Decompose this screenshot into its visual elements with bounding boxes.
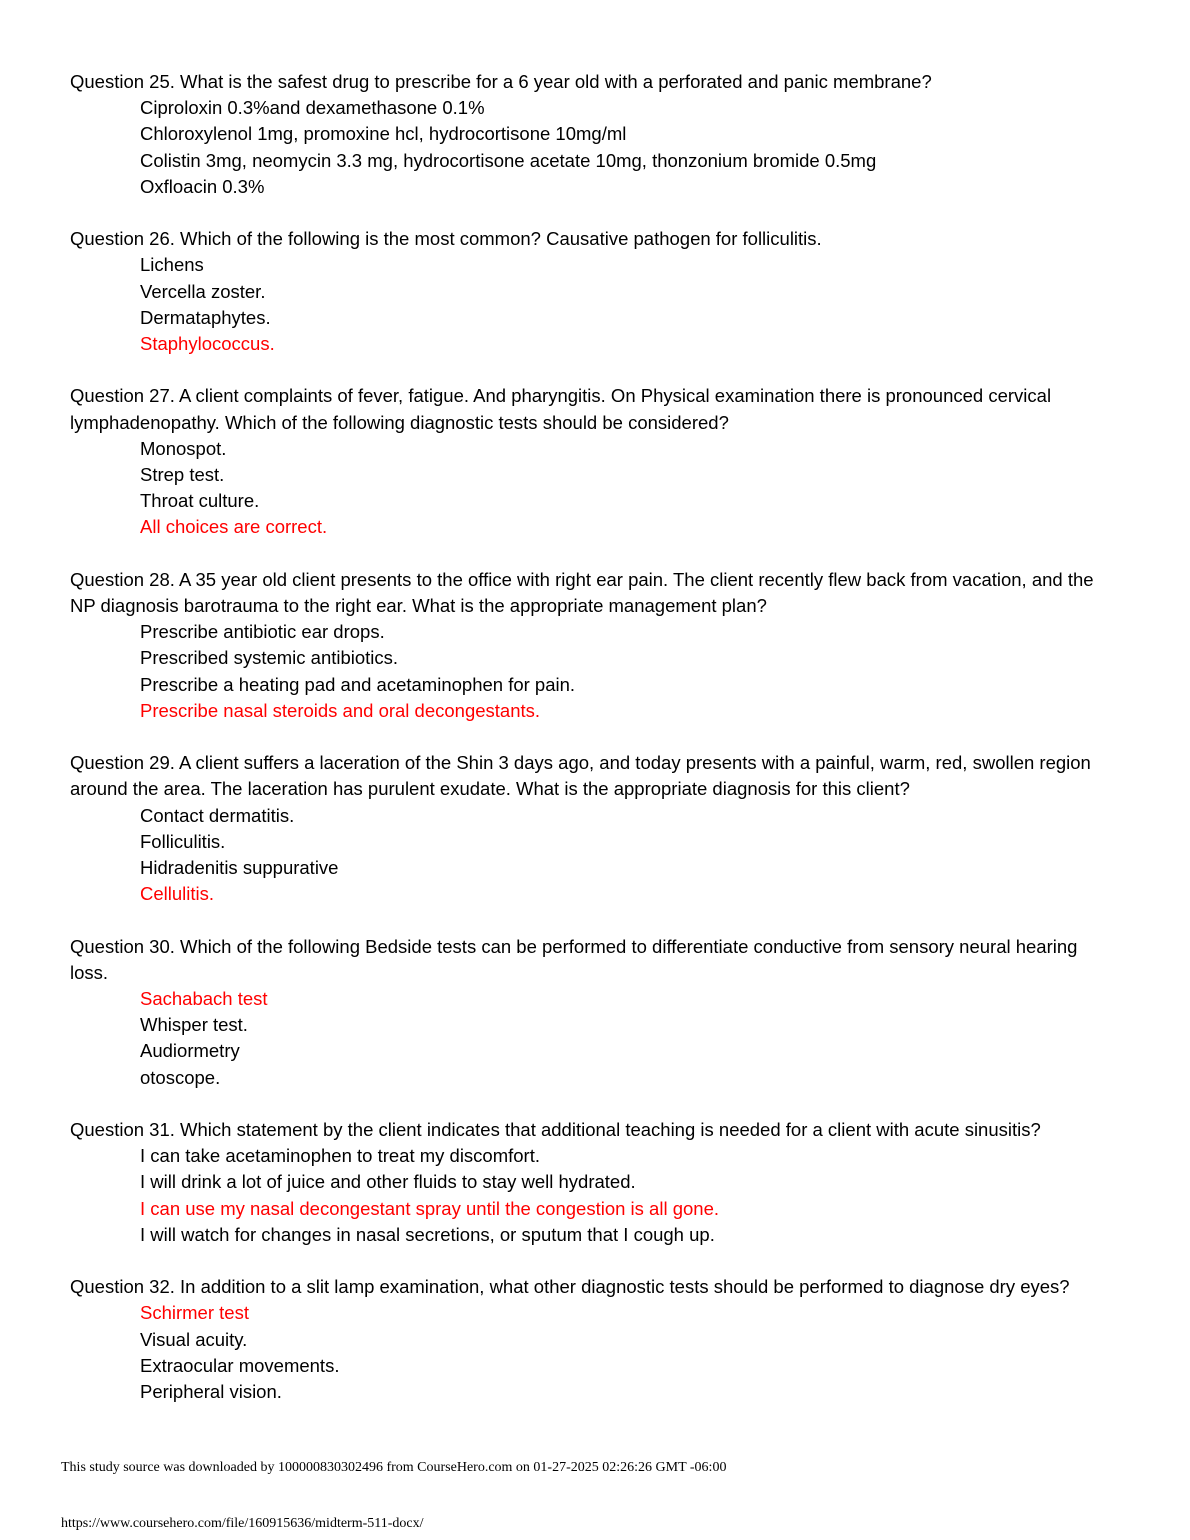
document-body bbox=[70, 69, 1115, 1431]
answer-option: I will drink a lot of juice and other fluids to stay well hydrated. bbox=[140, 1171, 636, 1193]
question-text: Question 31. Which statement by the client indicates that additional teaching is needed for a client with acute sinusitis? bbox=[70, 1119, 1041, 1141]
answer-option-correct: I can use my nasal decongestant spray until the congestion is all gone. bbox=[140, 1197, 719, 1219]
answer-option: Colistin 3mg, neomycin 3.3 mg, hydrocortisone acetate 10mg, thonzonium bromide 0.5mg bbox=[140, 149, 877, 171]
download-notice: This study source was downloaded by 100000830302496 from CourseHero.com on 01-27-2025 02:26:26 GMT -06:00 bbox=[61, 1460, 727, 1475]
question-block bbox=[70, 567, 1115, 724]
answer-option-correct: Staphylococcus. bbox=[140, 333, 275, 355]
question-block bbox=[70, 226, 1115, 357]
answer-option: Strep test. bbox=[140, 464, 225, 486]
answer-option: otoscope. bbox=[140, 1066, 221, 1088]
source-url[interactable]: https://www.coursehero.com/file/160915636/midterm-511-docx/ bbox=[61, 1516, 424, 1531]
question-block bbox=[70, 934, 1115, 1091]
answer-option: Audiormetry bbox=[140, 1040, 240, 1062]
answer-option-correct: Prescribe nasal steroids and oral decongestants. bbox=[140, 699, 541, 721]
answer-option: Peripheral vision. bbox=[140, 1381, 282, 1403]
answer-option: I can take acetaminophen to treat my discomfort. bbox=[140, 1145, 540, 1167]
question-text: Question 29. A client suffers a laceration of the Shin 3 days ago, and today presents with a painful, warm, red, swollen region around the area. The laceration has purulent exudate. What is the appropriate diagnosis for this client? bbox=[70, 752, 1091, 800]
answer-option: Oxfloacin 0.3% bbox=[140, 175, 265, 197]
question-block bbox=[70, 1117, 1115, 1248]
answer-option-correct: All choices are correct. bbox=[140, 516, 328, 538]
question-block bbox=[70, 1274, 1115, 1405]
answer-option-correct: Sachabach test bbox=[140, 988, 268, 1010]
question-text: Question 30. Which of the following Bedside tests can be performed to differentiate conductive from sensory neural hearing loss. bbox=[70, 935, 1078, 983]
question-block bbox=[70, 750, 1115, 907]
question-text: Question 28. A 35 year old client presents to the office with right ear pain. The client recently flew back from vacation, and the NP diagnosis barotrauma to the right ear. What is the appropriate management plan? bbox=[70, 568, 1094, 617]
answer-option: Chloroxylenol 1mg, promoxine hcl, hydrocortisone 10mg/ml bbox=[140, 123, 627, 145]
question-text: Question 27. A client complaints of fever, fatigue. And pharyngitis. On Physical examination there is pronounced cervical lymphadenopathy. Which of the following diagnostic tests should be considered? bbox=[70, 385, 1052, 433]
answer-option: Throat culture. bbox=[140, 490, 260, 512]
answer-option: Extraocular movements. bbox=[140, 1354, 340, 1376]
answer-option: Prescribe antibiotic ear drops. bbox=[140, 621, 385, 643]
answer-option: Visual acuity. bbox=[140, 1328, 248, 1350]
answer-option-correct: Schirmer test bbox=[140, 1302, 249, 1324]
question-block bbox=[70, 69, 1115, 200]
answer-option: Prescribe a heating pad and acetaminophen for pain. bbox=[140, 673, 576, 695]
answer-option: Monospot. bbox=[140, 437, 227, 459]
answer-option: Folliculitis. bbox=[140, 830, 226, 852]
answer-option: Vercella zoster. bbox=[140, 280, 266, 302]
question-block bbox=[70, 383, 1115, 540]
answer-option-correct: Cellulitis. bbox=[140, 883, 215, 905]
question-text: Question 32. In addition to a slit lamp examination, what other diagnostic tests should be performed to diagnose dry eyes? bbox=[70, 1276, 1070, 1298]
question-text: Question 25. What is the safest drug to prescribe for a 6 year old with a perforated and panic membrane? bbox=[70, 71, 932, 92]
answer-option: Ciproloxin 0.3%and dexamethasone 0.1% bbox=[140, 97, 485, 119]
answer-option: Hidradenitis suppurative bbox=[140, 857, 339, 879]
answer-option: Lichens bbox=[140, 254, 204, 276]
answer-option: Dermataphytes. bbox=[140, 306, 271, 328]
answer-option: Prescribed systemic antibiotics. bbox=[140, 647, 399, 669]
answer-option: Contact dermatitis. bbox=[140, 804, 295, 826]
question-text: Question 26. Which of the following is the most common? Causative pathogen for folliculitis. bbox=[70, 228, 822, 250]
answer-option: I will watch for changes in nasal secretions, or sputum that I cough up. bbox=[140, 1223, 715, 1245]
answer-option: Whisper test. bbox=[140, 1014, 248, 1036]
